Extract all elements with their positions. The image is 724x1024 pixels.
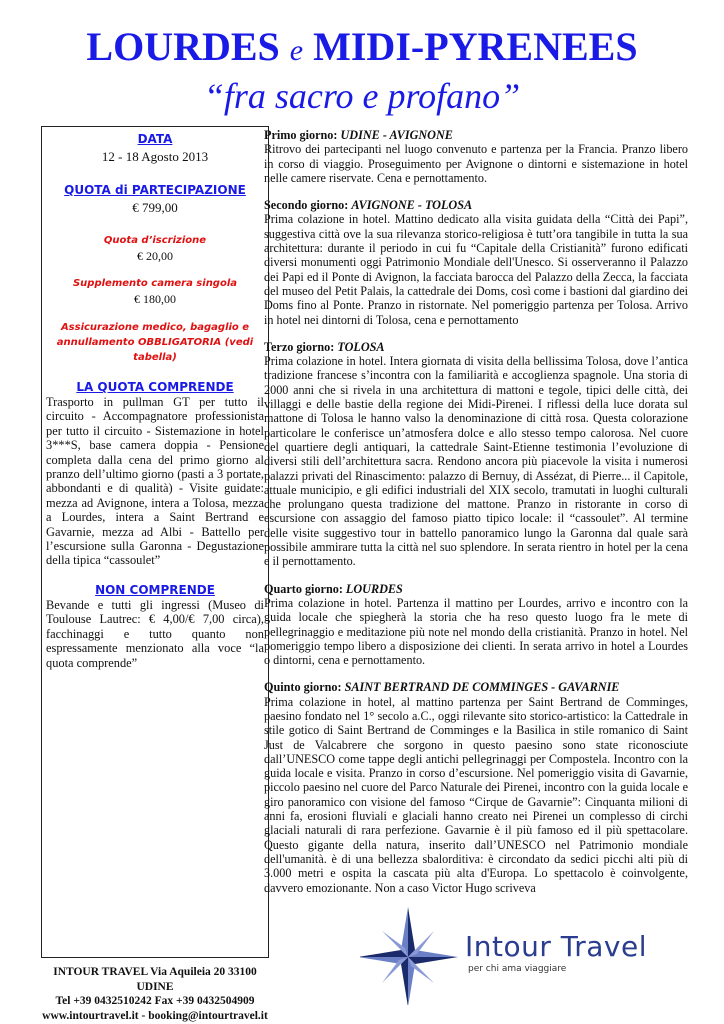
contact-footer bbox=[40, 965, 270, 1023]
singola-heading: Supplemento camera singola bbox=[72, 278, 238, 289]
logo-tagline: per chi ama viaggiare bbox=[468, 964, 567, 974]
iscrizione-value: € 20,00 bbox=[137, 249, 173, 263]
non-comprende-heading: NON COMPRENDE bbox=[95, 582, 215, 597]
day-text: Prima colazione in hotel. Mattino dedicato alla visita guidata della “Città dei Papi”, suggestiva città ove la sua rilevanza storico-religiosa è tutt’ora tangibile in tutta la sua architettura: durante il periodo in cui fu “Capitale della Cristianità” furono edificati diversi monumenti oggi Patrimonio Mondiale dell'Unesco. Si osserveranno il Palazzo dei Papi ed il Ponte di Avignon, la facciata barocca del Palazzo della Zecca, la facciata del museo del Petit Palais, la cattedrale dei Doms, così come i bastioni dal giardino dei Doms fino al Ponte. Pranzo in ristornate. Nel pomeriggio partenza per Tolosa. Arrivo in hotel nei dintorni di Tolosa, cena e pernottamento bbox=[264, 212, 688, 327]
day-label: Primo giorno: bbox=[264, 128, 341, 142]
iscrizione-heading: Quota d’iscrizione bbox=[103, 235, 207, 246]
day-label: Terzo giorno: bbox=[264, 339, 338, 354]
comprende-text: Trasporto in pullman GT per tutto il circuito - Accompagnatore professionista per tutto il circuito - Sistemazione in hotel 3***S, base camera doppia - Pensione completa dalla cena del primo giorno al pranzo dell’ultimo giorno (pasti a 3 portate, abbondanti e di qualità) - Visite guidate: mezza ad Avignone, intera a Tolosa, mezza a Lourdes, intera a Saint Bertrand e Gavarnie, mezza ad Albi - Battello per l’escursione sulla Garonna - Degustazione della tipica “cassoulet” bbox=[46, 395, 264, 568]
day-place: AVIGNONE - TOLOSA bbox=[351, 198, 473, 213]
date-heading: DATA bbox=[137, 132, 173, 146]
day-place: SAINT BERTRAND DE COMMINGES - GAVARNIE bbox=[344, 680, 620, 695]
quota-heading: QUOTA di PARTECIPAZIONE bbox=[64, 183, 246, 197]
title-part-a: LOURDES bbox=[86, 24, 290, 69]
day-text: Prima colazione in hotel. Intera giornata di visita della bellissima Tolosa, dove l’antica tradizione francese s’incontra con la familiarità e accoglienza spagnole. Una storia di 2000 anni che si rivela in una architettura di mattoni e tegole, tipici delle città, dei villaggi e delle bastie della regione dei Midi-Pirenei. I riflessi della luce dorata sul mattone di Tolosa le hanno valso la denominazione di città rosa. Questa colorazione particolare le conferisce un’atmosfera dolce e allo stesso tempo calorosa. Nel cuore del quartiere degli antiquari, la cattedrale Saint-Etienne testimonia l’evoluzione di diversi stili dell’architettura sacra. Rendono ancora più piacevole la visita i numerosi palazzi privati del Rinascimento: palazzo di Bernuy, di Assézat, di Pierre... il Capitole, attuale municipio, e gli edifici industriali del XIX secolo, tramutati in luoghi culturali che prolungano questa tradizione del mattone. Pranzo in ristorante in corso di escursione con assaggio del famoso piatto tipico locale: il “cassoulet”. Al termine delle visite suggestivo tour in battello panoramico lungo la Garonna dal quale sarà possibile ammirare tutta la città nel suo splendore. In serata rientro in hotel per la cena e il pernottamento. bbox=[264, 354, 688, 569]
assicurazione-note: Assicurazione medico, bagaglio e annullamento OBBLIGATORIA (vedi tabella) bbox=[56, 322, 254, 363]
day-heading bbox=[264, 340, 688, 354]
document-title bbox=[0, 26, 724, 72]
footer-address: INTOUR TRAVEL Via Aquileia 20 33100 UDINE bbox=[53, 966, 257, 993]
day-section bbox=[264, 198, 688, 327]
day-place: UDINE - AVIGNONE bbox=[340, 128, 453, 142]
day-label: Quinto giorno: bbox=[264, 680, 345, 695]
itinerary bbox=[264, 128, 688, 908]
document-subtitle: “fra sacro e profano” bbox=[203, 76, 521, 116]
quota-value: € 799,00 bbox=[132, 200, 178, 215]
singola-value: € 180,00 bbox=[134, 292, 176, 306]
day-text: Prima colazione in hotel. Partenza il mattino per Lourdes, arrivo e incontro con la guida locale che spiegherà la storia che ha reso questo luogo fra le mete di pellegrinaggio e meditazione più note nel mondo della cristianità. Pranzo in hotel. Nel pomeriggio tempo libero a disposizione dei clienti. In serata arrivo in hotel a Lourdes o dintorni, cena e pernottamento. bbox=[264, 595, 688, 668]
day-section bbox=[264, 680, 688, 894]
title-part-b: MIDI-PYRENEES bbox=[303, 24, 638, 69]
day-heading bbox=[264, 680, 688, 694]
day-label: Secondo giorno: bbox=[264, 198, 352, 213]
title-part-e: e bbox=[289, 34, 304, 67]
date-value: 12 - 18 Agosto 2013 bbox=[101, 149, 209, 164]
logo-name: Intour Travel bbox=[465, 930, 648, 963]
day-text: Ritrovo dei partecipanti nel luogo convenuto e partenza per la Francia. Pranzo libero in corso di viaggio. Proseguimento per Avignone o dintorni e sistemazione in hotel nelle camere riservate. Cena e pernottamento. bbox=[264, 142, 688, 185]
day-place: LOURDES bbox=[345, 581, 403, 596]
day-heading bbox=[264, 128, 688, 142]
info-sidebar bbox=[41, 126, 269, 958]
day-section bbox=[264, 128, 688, 185]
footer-web[interactable]: www.intourtravel.it - booking@intourtravel.it bbox=[42, 1009, 268, 1022]
day-heading bbox=[264, 198, 688, 212]
day-label: Quarto giorno: bbox=[264, 581, 346, 596]
day-place: TOLOSA bbox=[337, 339, 385, 354]
non-comprende-text: Bevande e tutti gli ingressi (Museo di Toulouse Lautrec: € 4,00/€ 7,00 circa), facchinaggi e tutto quanto non espressamente menzionato alla voce “la quota comprende” bbox=[46, 597, 264, 670]
comprende-heading: LA QUOTA COMPRENDE bbox=[76, 380, 234, 394]
footer-phone: Tel +39 0432510242 Fax +39 0432504909 bbox=[55, 995, 255, 1007]
day-section bbox=[264, 340, 688, 569]
day-heading bbox=[264, 582, 688, 596]
day-section bbox=[264, 582, 688, 668]
day-text: Prima colazione in hotel, al mattino partenza per Saint Bertrand de Comminges, paesino fondato nel 1° secolo a.C., oggi rilevante sito storico-artistico: la Cattedrale in stile gotico di Saint Bertrand de Comminges e la Basilica in stile romanico di Saint Just de Valcabrere che sorgono in questo paesino sono state riconosciute dall’UNESCO come tappe degli antichi pellegrinaggi per Compostela. Incontro con la guida locale e visita. Pranzo in corso d’escursione. Nel pomeriggio visita di Gavarnie, piccolo paesino nel cuore del Parco Naturale dei Pirenei, incontro con la guida locale e giro panoramico con visione del famoso “Cirque de Gavarnie”: Cinquanta milioni di anni fa, erosioni fluviali e glaciali hanno creato nei Pirenei un complesso di circhi glaciali naturali di rara perfezione. Gavarnie è il più famoso ed il più spettacolare. Questo gigante della natura, inserito dall’UNESCO nel Patrimonio mondiale dell'umanità. è di una bellezza sbalorditiva: è circondato da sedici picchi alti più di 3.000 metri e ospita la cascata più alta d'Europa. Lo spettacolo è coinvolgente, davvero emozionante. Non a caso Victor Hugo scriveva bbox=[264, 694, 688, 895]
